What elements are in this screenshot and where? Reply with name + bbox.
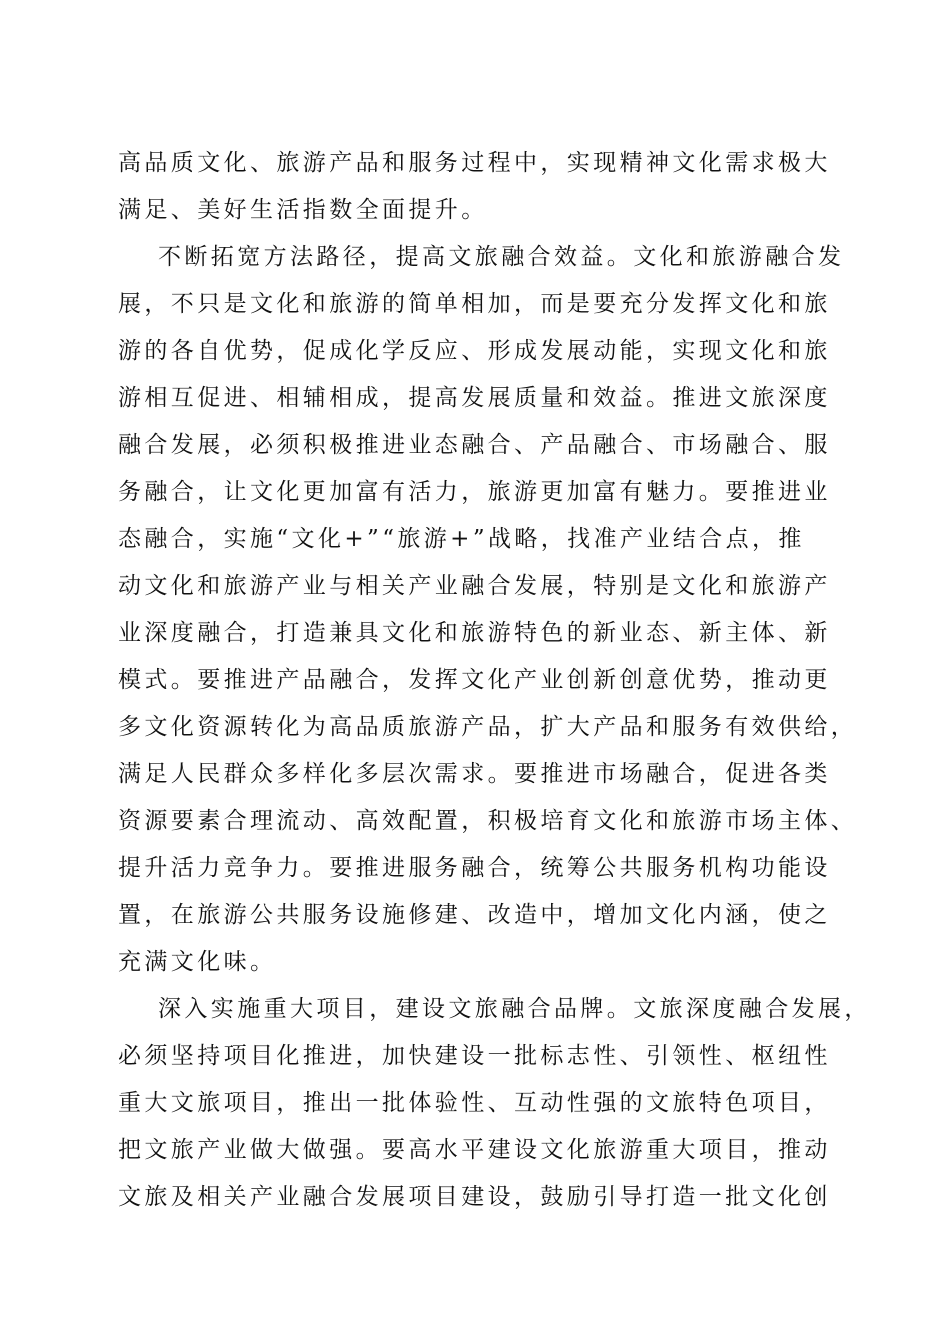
text-line: 务融合，让文化更加富有活力，旅游更加富有魅力。要推进业 <box>118 479 831 505</box>
text-line: 多文化资源转化为高品质旅游产品，扩大产品和服务有效供给， <box>118 714 858 740</box>
body-text <box>118 140 871 1221</box>
paragraph-start-line: 深入实施重大项目，建设文旅融合品牌。文旅深度融合发展， <box>158 996 871 1022</box>
text-line: 充满文化味。 <box>118 949 277 975</box>
text-line: 融合发展，必须积极推进业态融合、产品融合、市场融合、服 <box>118 432 831 458</box>
text-line: 提升活力竞争力。要推进服务融合，统筹公共服务机构功能设 <box>118 855 831 881</box>
text-line: 游相互促进、相辅相成，提高发展质量和效益。推进文旅深度 <box>118 385 831 411</box>
text-line: 满足人民群众多样化多层次需求。要推进市场融合，促进各类 <box>118 761 831 787</box>
text-line: 满足、美好生活指数全面提升。 <box>118 197 488 223</box>
paragraph-start-line: 不断拓宽方法路径，提高文旅融合效益。文化和旅游融合发 <box>158 244 845 270</box>
text-line: 置，在旅游公共服务设施修建、改造中，增加文化内涵，使之 <box>118 902 831 928</box>
text-line: 动文化和旅游产业与相关产业融合发展，特别是文化和旅游产 <box>118 573 831 599</box>
text-line: 展，不只是文化和旅游的简单相加，而是要充分发挥文化和旅 <box>118 291 831 317</box>
text-line: 业深度融合，打造兼具文化和旅游特色的新业态、新主体、新 <box>118 620 831 646</box>
text-line: 必须坚持项目化推进，加快建设一批标志性、引领性、枢纽性 <box>118 1043 831 1069</box>
text-line: 态融合，实施“文化+”“旅游+”战略，找准产业结合点，推 <box>118 526 805 552</box>
text-line: 高品质文化、旅游产品和服务过程中，实现精神文化需求极大 <box>118 150 831 176</box>
text-line: 模式。要推进产品融合，发挥文化产业创新创意优势，推动更 <box>118 667 831 693</box>
text-line: 文旅及相关产业融合发展项目建设，鼓励引导打造一批文化创 <box>118 1184 831 1210</box>
text-line: 把文旅产业做大做强。要高水平建设文化旅游重大项目，推动 <box>118 1137 831 1163</box>
text-line: 游的各自优势，促成化学反应、形成发展动能，实现文化和旅 <box>118 338 831 364</box>
text-line: 资源要素合理流动、高效配置，积极培育文化和旅游市场主体、 <box>118 808 858 834</box>
text-line: 重大文旅项目，推出一批体验性、互动性强的文旅特色项目， <box>118 1090 831 1116</box>
